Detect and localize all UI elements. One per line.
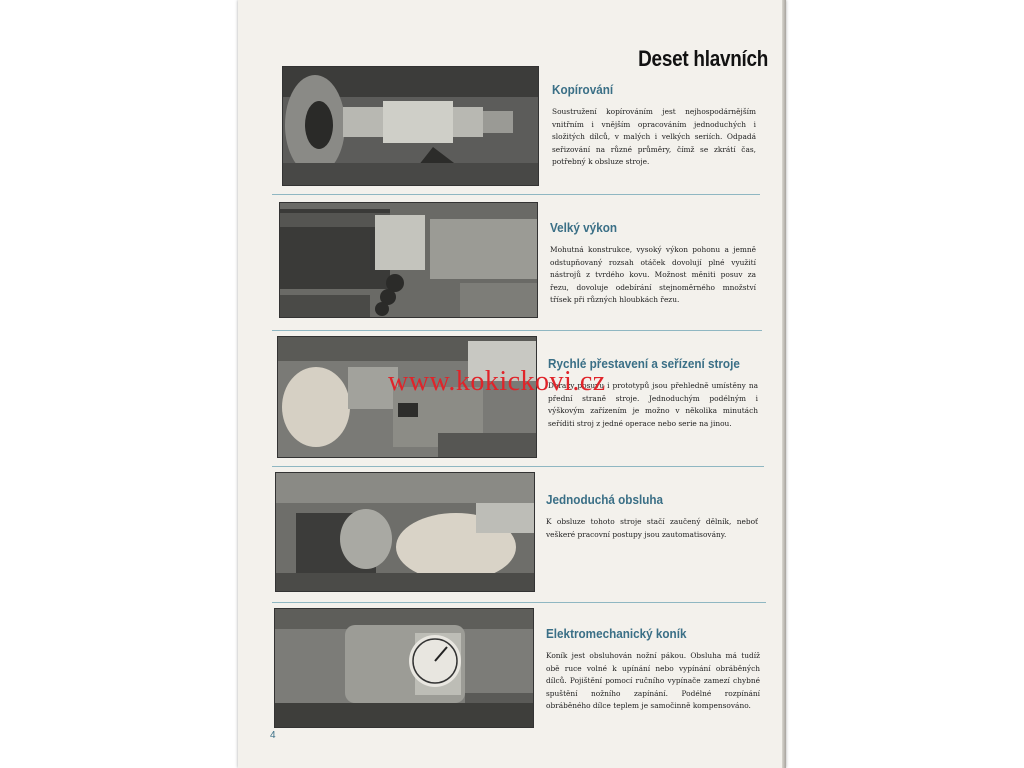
section-title-quick-setup: Rychlé přestavení a seřízení stroje	[548, 356, 740, 371]
section-title-high-output: Velký výkon	[550, 220, 618, 235]
section-title-simple-operation: Jednoduchá obsluha	[546, 492, 664, 507]
divider-3	[272, 466, 764, 467]
section-title-copying: Kopírování	[552, 82, 614, 97]
section-body-tailstock: Koník jest obsluhován nožní pákou. Obsluha má tudíž obě ruce volné k upínání nebo vypínání obráběných dílců. Pojištění pomocí ručního vypínače zamezí chybné spuštění nožního zapínání. Podélné rozpínání obráběného dílce teplem je samočinně kompensováno.	[546, 651, 760, 711]
section-title-tailstock: Elektromechanický koník	[546, 626, 687, 641]
page-edge-shadow	[782, 0, 786, 768]
section-body-simple-operation: K obsluze tohoto stroje stačí zaučený dělník, neboť veškeré pracovní postupy jsou zautomatisovány.	[546, 517, 758, 539]
photo-electromechanical-tailstock	[274, 608, 534, 728]
divider-1	[272, 194, 760, 195]
divider-2	[272, 330, 762, 331]
section-body-copying: Soustružení kopírováním jest nejhospodárnějším vnitřním i vnějším opracováním jednoduchých i složitých dílců, v malých i velkých seriích. Odpadá seřizování na různé průměry, čímž se zkrátí čas, potřebný k obsluze stroje.	[552, 107, 756, 167]
divider-4	[272, 602, 766, 603]
section-body-high-output: Mohutná konstrukce, vysoký výkon pohonu a jemně odstupňovaný rozsah otáček dovolují plné využití nástrojů z tvrdého kovu. Možnost měniti posuv za řezu, dovoluje odebírání stejnoměrného množství třísek při různých hloubkách řezu.	[550, 245, 756, 305]
page-number: 4	[270, 730, 276, 741]
section-body-quick-setup: Dorazy posuvu i prototypů jsou přehledně umístěny na přední straně stroje. Jednoduchým podélným i výškovým zařízením je možno v několika minutách seříditi stroj z jedné operace nebo serie na jinou.	[548, 381, 758, 428]
photo-simple-operation	[275, 472, 535, 592]
watermark-text: www.kokickovi.cz	[388, 366, 606, 397]
page-heading: Deset hlavních	[638, 46, 768, 71]
photo-copying-lathe	[282, 66, 539, 186]
photo-high-output-lathe	[279, 202, 538, 318]
